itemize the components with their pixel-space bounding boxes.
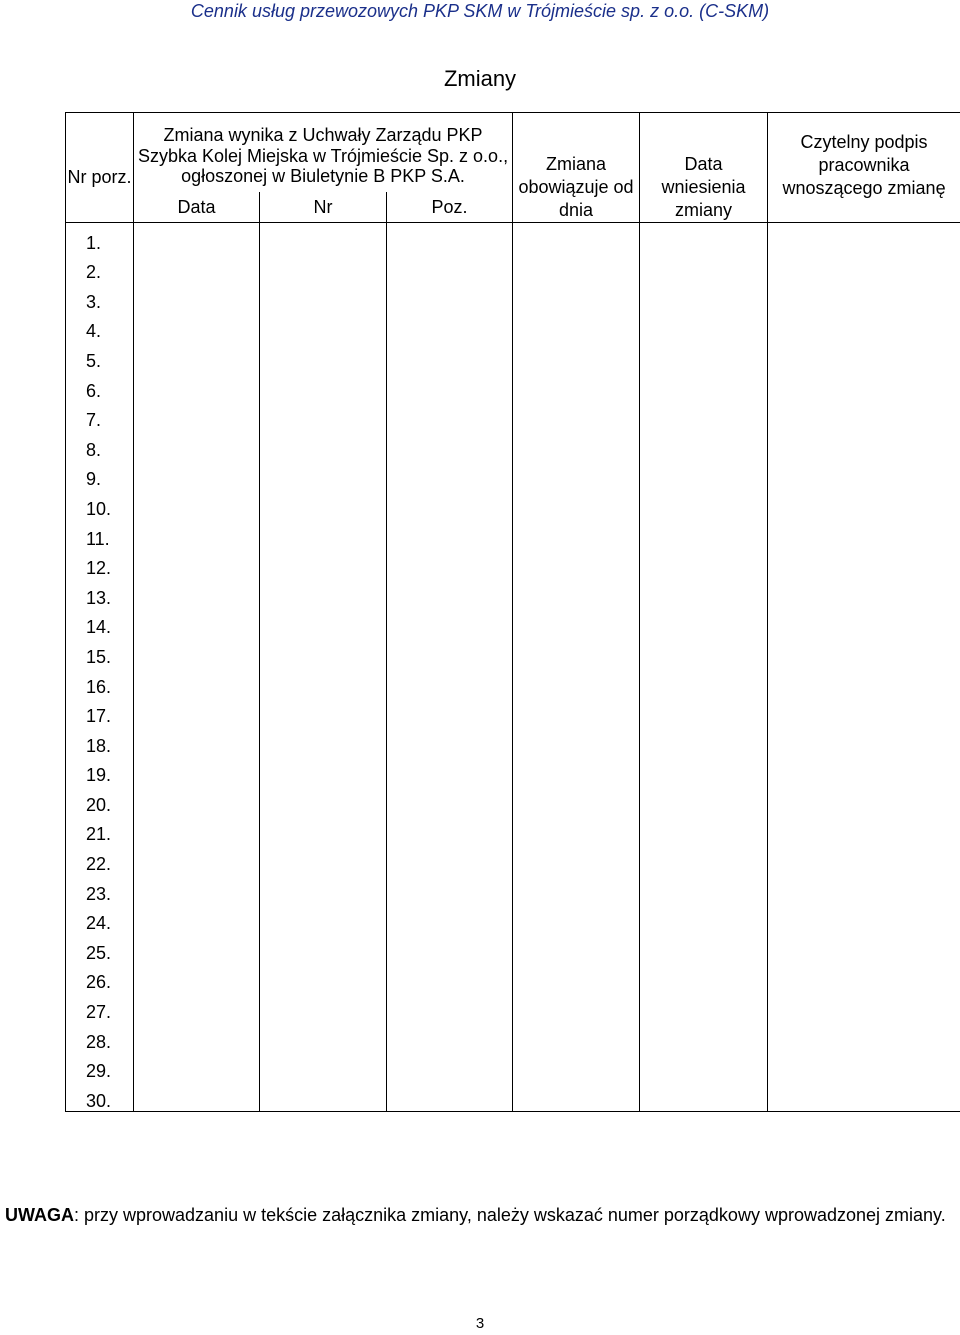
table-row bbox=[66, 1052, 960, 1082]
cell-nr[interactable] bbox=[260, 667, 387, 697]
cell-poz[interactable] bbox=[387, 549, 513, 579]
cell-data[interactable] bbox=[134, 874, 260, 904]
cell-podpis[interactable] bbox=[768, 223, 960, 253]
cell-podpis[interactable] bbox=[768, 726, 960, 756]
cell-data-wniesienia[interactable] bbox=[640, 312, 768, 342]
table-row bbox=[66, 341, 960, 371]
cell-nr[interactable] bbox=[260, 341, 387, 371]
cell-data[interactable] bbox=[134, 844, 260, 874]
cell-nr[interactable] bbox=[260, 904, 387, 934]
cell-obowiazuje[interactable] bbox=[513, 697, 640, 727]
cell-nr[interactable] bbox=[260, 874, 387, 904]
cell-podpis[interactable] bbox=[768, 1052, 960, 1082]
cell-podpis[interactable] bbox=[768, 1081, 960, 1111]
cell-nr[interactable] bbox=[260, 282, 387, 312]
cell-data[interactable] bbox=[134, 489, 260, 519]
column-header-nr-spacer bbox=[66, 192, 134, 223]
table-row bbox=[66, 549, 960, 579]
column-header-data-wniesienia: Data wniesienia zmiany bbox=[640, 113, 768, 223]
cell-podpis[interactable] bbox=[768, 637, 960, 667]
cell-data-wniesienia[interactable] bbox=[640, 697, 768, 727]
cell-podpis[interactable] bbox=[768, 430, 960, 460]
cell-poz[interactable] bbox=[387, 1052, 513, 1082]
row-number: 25. bbox=[66, 933, 134, 963]
cell-poz[interactable] bbox=[387, 460, 513, 490]
cell-data-wniesienia[interactable] bbox=[640, 815, 768, 845]
cell-poz[interactable] bbox=[387, 519, 513, 549]
cell-podpis[interactable] bbox=[768, 1022, 960, 1052]
cell-nr[interactable] bbox=[260, 815, 387, 845]
row-number: 14. bbox=[66, 608, 134, 638]
cell-data[interactable] bbox=[134, 608, 260, 638]
cell-podpis[interactable] bbox=[768, 874, 960, 904]
cell-nr[interactable] bbox=[260, 312, 387, 342]
cell-data[interactable] bbox=[134, 992, 260, 1022]
cell-podpis[interactable] bbox=[768, 341, 960, 371]
cell-podpis[interactable] bbox=[768, 401, 960, 431]
cell-poz[interactable] bbox=[387, 756, 513, 786]
cell-data-wniesienia[interactable] bbox=[640, 844, 768, 874]
cell-obowiazuje[interactable] bbox=[513, 430, 640, 460]
cell-podpis[interactable] bbox=[768, 371, 960, 401]
table-row bbox=[66, 460, 960, 490]
table-row bbox=[66, 1081, 960, 1111]
cell-podpis[interactable] bbox=[768, 756, 960, 786]
cell-obowiazuje[interactable] bbox=[513, 312, 640, 342]
cell-poz[interactable] bbox=[387, 1081, 513, 1111]
cell-podpis[interactable] bbox=[768, 667, 960, 697]
cell-obowiazuje[interactable] bbox=[513, 519, 640, 549]
cell-nr[interactable] bbox=[260, 933, 387, 963]
table-row bbox=[66, 312, 960, 342]
cell-nr[interactable] bbox=[260, 578, 387, 608]
cell-poz[interactable] bbox=[387, 578, 513, 608]
row-number: 13. bbox=[66, 578, 134, 608]
cell-data-wniesienia[interactable] bbox=[640, 992, 768, 1022]
cell-data[interactable] bbox=[134, 312, 260, 342]
cell-data-wniesienia[interactable] bbox=[640, 1081, 768, 1111]
cell-data-wniesienia[interactable] bbox=[640, 282, 768, 312]
cell-data[interactable] bbox=[134, 1052, 260, 1082]
cell-poz[interactable] bbox=[387, 1022, 513, 1052]
cell-obowiazuje[interactable] bbox=[513, 933, 640, 963]
cell-obowiazuje[interactable] bbox=[513, 549, 640, 579]
subheader-poz: Poz. bbox=[387, 192, 513, 223]
cell-nr[interactable] bbox=[260, 253, 387, 283]
row-number: 19. bbox=[66, 756, 134, 786]
cell-podpis[interactable] bbox=[768, 608, 960, 638]
cell-nr[interactable] bbox=[260, 697, 387, 727]
cell-obowiazuje[interactable] bbox=[513, 726, 640, 756]
table-row bbox=[66, 253, 960, 283]
cell-data[interactable] bbox=[134, 815, 260, 845]
cell-nr[interactable] bbox=[260, 1052, 387, 1082]
row-number: 4. bbox=[66, 312, 134, 342]
cell-data-wniesienia[interactable] bbox=[640, 608, 768, 638]
cell-podpis[interactable] bbox=[768, 992, 960, 1022]
cell-data-wniesienia[interactable] bbox=[640, 578, 768, 608]
cell-data[interactable] bbox=[134, 549, 260, 579]
cell-poz[interactable] bbox=[387, 904, 513, 934]
cell-obowiazuje[interactable] bbox=[513, 1052, 640, 1082]
cell-podpis[interactable] bbox=[768, 312, 960, 342]
cell-obowiazuje[interactable] bbox=[513, 1081, 640, 1111]
cell-nr[interactable] bbox=[260, 401, 387, 431]
cell-obowiazuje[interactable] bbox=[513, 785, 640, 815]
cell-data-wniesienia[interactable] bbox=[640, 341, 768, 371]
cell-data-wniesienia[interactable] bbox=[640, 371, 768, 401]
cell-data[interactable] bbox=[134, 341, 260, 371]
cell-podpis[interactable] bbox=[768, 489, 960, 519]
cell-nr[interactable] bbox=[260, 844, 387, 874]
cell-obowiazuje[interactable] bbox=[513, 637, 640, 667]
cell-nr[interactable] bbox=[260, 608, 387, 638]
table-row bbox=[66, 992, 960, 1022]
column-header-uchwala: Zmiana wynika z Uchwały Zarządu PKP Szybka Kolej Miejska w Trójmieście Sp. z o.o., ogłoszonej w Biuletynie B PKP S.A. bbox=[134, 113, 513, 193]
cell-obowiazuje[interactable] bbox=[513, 253, 640, 283]
cell-poz[interactable] bbox=[387, 667, 513, 697]
cell-data-wniesienia[interactable] bbox=[640, 460, 768, 490]
cell-data-wniesienia[interactable] bbox=[640, 489, 768, 519]
table-row bbox=[66, 637, 960, 667]
cell-data-wniesienia[interactable] bbox=[640, 667, 768, 697]
cell-poz[interactable] bbox=[387, 844, 513, 874]
table-row bbox=[66, 667, 960, 697]
row-number: 6. bbox=[66, 371, 134, 401]
cell-obowiazuje[interactable] bbox=[513, 874, 640, 904]
row-number: 21. bbox=[66, 815, 134, 845]
cell-data-wniesienia[interactable] bbox=[640, 637, 768, 667]
column-header-podpis: Czytelny podpis pracownika wnoszącego zmianę bbox=[768, 113, 960, 223]
row-number: 12. bbox=[66, 549, 134, 579]
table-row bbox=[66, 697, 960, 727]
cell-poz[interactable] bbox=[387, 253, 513, 283]
cell-podpis[interactable] bbox=[768, 549, 960, 579]
cell-obowiazuje[interactable] bbox=[513, 963, 640, 993]
table-row bbox=[66, 815, 960, 845]
table-row bbox=[66, 963, 960, 993]
cell-data-wniesienia[interactable] bbox=[640, 1022, 768, 1052]
table-row bbox=[66, 519, 960, 549]
cell-poz[interactable] bbox=[387, 963, 513, 993]
column-header-nr: Nr porz. bbox=[66, 113, 134, 193]
cell-poz[interactable] bbox=[387, 223, 513, 253]
row-number: 29. bbox=[66, 1052, 134, 1082]
cell-data-wniesienia[interactable] bbox=[640, 430, 768, 460]
cell-obowiazuje[interactable] bbox=[513, 489, 640, 519]
cell-nr[interactable] bbox=[260, 1081, 387, 1111]
cell-data-wniesienia[interactable] bbox=[640, 785, 768, 815]
cell-nr[interactable] bbox=[260, 963, 387, 993]
cell-nr[interactable] bbox=[260, 371, 387, 401]
cell-poz[interactable] bbox=[387, 282, 513, 312]
cell-podpis[interactable] bbox=[768, 904, 960, 934]
row-number: 17. bbox=[66, 697, 134, 727]
cell-data-wniesienia[interactable] bbox=[640, 904, 768, 934]
table-row bbox=[66, 608, 960, 638]
cell-nr[interactable] bbox=[260, 992, 387, 1022]
cell-poz[interactable] bbox=[387, 401, 513, 431]
cell-poz[interactable] bbox=[387, 697, 513, 727]
table-row bbox=[66, 1022, 960, 1052]
cell-nr[interactable] bbox=[260, 726, 387, 756]
cell-data-wniesienia[interactable] bbox=[640, 933, 768, 963]
row-number: 1. bbox=[66, 223, 134, 253]
cell-nr[interactable] bbox=[260, 637, 387, 667]
document-header: Cennik usług przewozowych PKP SKM w Trójmieście sp. z o.o. (C-SKM) bbox=[190, 1, 770, 21]
cell-obowiazuje[interactable] bbox=[513, 282, 640, 312]
cell-obowiazuje[interactable] bbox=[513, 460, 640, 490]
cell-obowiazuje[interactable] bbox=[513, 844, 640, 874]
row-number: 26. bbox=[66, 963, 134, 993]
row-number: 9. bbox=[66, 460, 134, 490]
row-number: 27. bbox=[66, 992, 134, 1022]
table-body bbox=[66, 223, 960, 1112]
cell-data[interactable] bbox=[134, 726, 260, 756]
row-number: 11. bbox=[66, 519, 134, 549]
table-row bbox=[66, 874, 960, 904]
cell-podpis[interactable] bbox=[768, 844, 960, 874]
cell-data-wniesienia[interactable] bbox=[640, 756, 768, 786]
cell-poz[interactable] bbox=[387, 874, 513, 904]
cell-data[interactable] bbox=[134, 667, 260, 697]
row-number: 28. bbox=[66, 1022, 134, 1052]
cell-poz[interactable] bbox=[387, 637, 513, 667]
row-number: 18. bbox=[66, 726, 134, 756]
cell-data[interactable] bbox=[134, 401, 260, 431]
cell-data-wniesienia[interactable] bbox=[640, 549, 768, 579]
cell-obowiazuje[interactable] bbox=[513, 1022, 640, 1052]
page-title: Zmiany bbox=[443, 66, 517, 91]
row-number: 20. bbox=[66, 785, 134, 815]
cell-data-wniesienia[interactable] bbox=[640, 253, 768, 283]
row-number: 10. bbox=[66, 489, 134, 519]
note bbox=[5, 1204, 960, 1227]
cell-podpis[interactable] bbox=[768, 578, 960, 608]
cell-data[interactable] bbox=[134, 1081, 260, 1111]
cell-data[interactable] bbox=[134, 756, 260, 786]
cell-data-wniesienia[interactable] bbox=[640, 519, 768, 549]
row-number: 24. bbox=[66, 904, 134, 934]
table-row bbox=[66, 844, 960, 874]
cell-data[interactable] bbox=[134, 253, 260, 283]
cell-poz[interactable] bbox=[387, 785, 513, 815]
cell-nr[interactable] bbox=[260, 460, 387, 490]
cell-podpis[interactable] bbox=[768, 460, 960, 490]
cell-data[interactable] bbox=[134, 963, 260, 993]
row-number: 15. bbox=[66, 637, 134, 667]
table-row bbox=[66, 785, 960, 815]
cell-obowiazuje[interactable] bbox=[513, 401, 640, 431]
row-number: 5. bbox=[66, 341, 134, 371]
subheader-data: Data bbox=[134, 192, 260, 223]
cell-nr[interactable] bbox=[260, 519, 387, 549]
cell-nr[interactable] bbox=[260, 223, 387, 253]
cell-podpis[interactable] bbox=[768, 253, 960, 283]
note-label: UWAGA bbox=[5, 1205, 74, 1225]
cell-podpis[interactable] bbox=[768, 963, 960, 993]
cell-data[interactable] bbox=[134, 904, 260, 934]
cell-data-wniesienia[interactable] bbox=[640, 963, 768, 993]
cell-data[interactable] bbox=[134, 282, 260, 312]
cell-nr[interactable] bbox=[260, 1022, 387, 1052]
note-text: : przy wprowadzaniu w tekście załącznika zmiany, należy wskazać numer porządkowy wprowadzonej zmiany. bbox=[74, 1205, 946, 1225]
cell-obowiazuje[interactable] bbox=[513, 815, 640, 845]
row-number: 30. bbox=[66, 1081, 134, 1111]
column-header-obowiazuje: Zmiana obowiązuje od dnia bbox=[513, 113, 640, 223]
cell-data[interactable] bbox=[134, 223, 260, 253]
cell-obowiazuje[interactable] bbox=[513, 608, 640, 638]
cell-poz[interactable] bbox=[387, 726, 513, 756]
cell-data[interactable] bbox=[134, 519, 260, 549]
table-row bbox=[66, 756, 960, 786]
cell-podpis[interactable] bbox=[768, 519, 960, 549]
cell-poz[interactable] bbox=[387, 341, 513, 371]
row-number: 2. bbox=[66, 253, 134, 283]
cell-data-wniesienia[interactable] bbox=[640, 874, 768, 904]
cell-obowiazuje[interactable] bbox=[513, 667, 640, 697]
cell-nr[interactable] bbox=[260, 489, 387, 519]
cell-poz[interactable] bbox=[387, 371, 513, 401]
cell-data[interactable] bbox=[134, 697, 260, 727]
table-row bbox=[66, 904, 960, 934]
cell-data[interactable] bbox=[134, 1022, 260, 1052]
table-row bbox=[66, 489, 960, 519]
cell-nr[interactable] bbox=[260, 756, 387, 786]
table-row bbox=[66, 401, 960, 431]
table-row bbox=[66, 933, 960, 963]
table-row bbox=[66, 223, 960, 253]
row-number: 8. bbox=[66, 430, 134, 460]
cell-data[interactable] bbox=[134, 430, 260, 460]
cell-data-wniesienia[interactable] bbox=[640, 223, 768, 253]
cell-poz[interactable] bbox=[387, 608, 513, 638]
cell-data-wniesienia[interactable] bbox=[640, 726, 768, 756]
cell-obowiazuje[interactable] bbox=[513, 756, 640, 786]
cell-poz[interactable] bbox=[387, 489, 513, 519]
cell-obowiazuje[interactable] bbox=[513, 992, 640, 1022]
row-number: 23. bbox=[66, 874, 134, 904]
table-row bbox=[66, 430, 960, 460]
table-row bbox=[66, 578, 960, 608]
cell-poz[interactable] bbox=[387, 933, 513, 963]
cell-obowiazuje[interactable] bbox=[513, 341, 640, 371]
cell-nr[interactable] bbox=[260, 549, 387, 579]
cell-data[interactable] bbox=[134, 371, 260, 401]
cell-poz[interactable] bbox=[387, 430, 513, 460]
cell-data-wniesienia[interactable] bbox=[640, 401, 768, 431]
cell-poz[interactable] bbox=[387, 312, 513, 342]
cell-podpis[interactable] bbox=[768, 785, 960, 815]
cell-obowiazuje[interactable] bbox=[513, 578, 640, 608]
table-row bbox=[66, 726, 960, 756]
cell-data-wniesienia[interactable] bbox=[640, 1052, 768, 1082]
cell-nr[interactable] bbox=[260, 785, 387, 815]
table-row bbox=[66, 282, 960, 312]
page-number: 3 bbox=[475, 1315, 485, 1332]
cell-obowiazuje[interactable] bbox=[513, 223, 640, 253]
cell-nr[interactable] bbox=[260, 430, 387, 460]
row-number: 7. bbox=[66, 401, 134, 431]
cell-podpis[interactable] bbox=[768, 282, 960, 312]
cell-podpis[interactable] bbox=[768, 815, 960, 845]
cell-obowiazuje[interactable] bbox=[513, 371, 640, 401]
row-number: 3. bbox=[66, 282, 134, 312]
cell-obowiazuje[interactable] bbox=[513, 904, 640, 934]
cell-data[interactable] bbox=[134, 637, 260, 667]
row-number: 22. bbox=[66, 844, 134, 874]
changes-table bbox=[65, 112, 960, 1112]
cell-podpis[interactable] bbox=[768, 697, 960, 727]
cell-data[interactable] bbox=[134, 785, 260, 815]
cell-poz[interactable] bbox=[387, 992, 513, 1022]
cell-podpis[interactable] bbox=[768, 933, 960, 963]
cell-data[interactable] bbox=[134, 578, 260, 608]
cell-data[interactable] bbox=[134, 933, 260, 963]
row-number: 16. bbox=[66, 667, 134, 697]
cell-data[interactable] bbox=[134, 460, 260, 490]
table-row bbox=[66, 371, 960, 401]
cell-poz[interactable] bbox=[387, 815, 513, 845]
subheader-nr: Nr bbox=[260, 192, 387, 223]
